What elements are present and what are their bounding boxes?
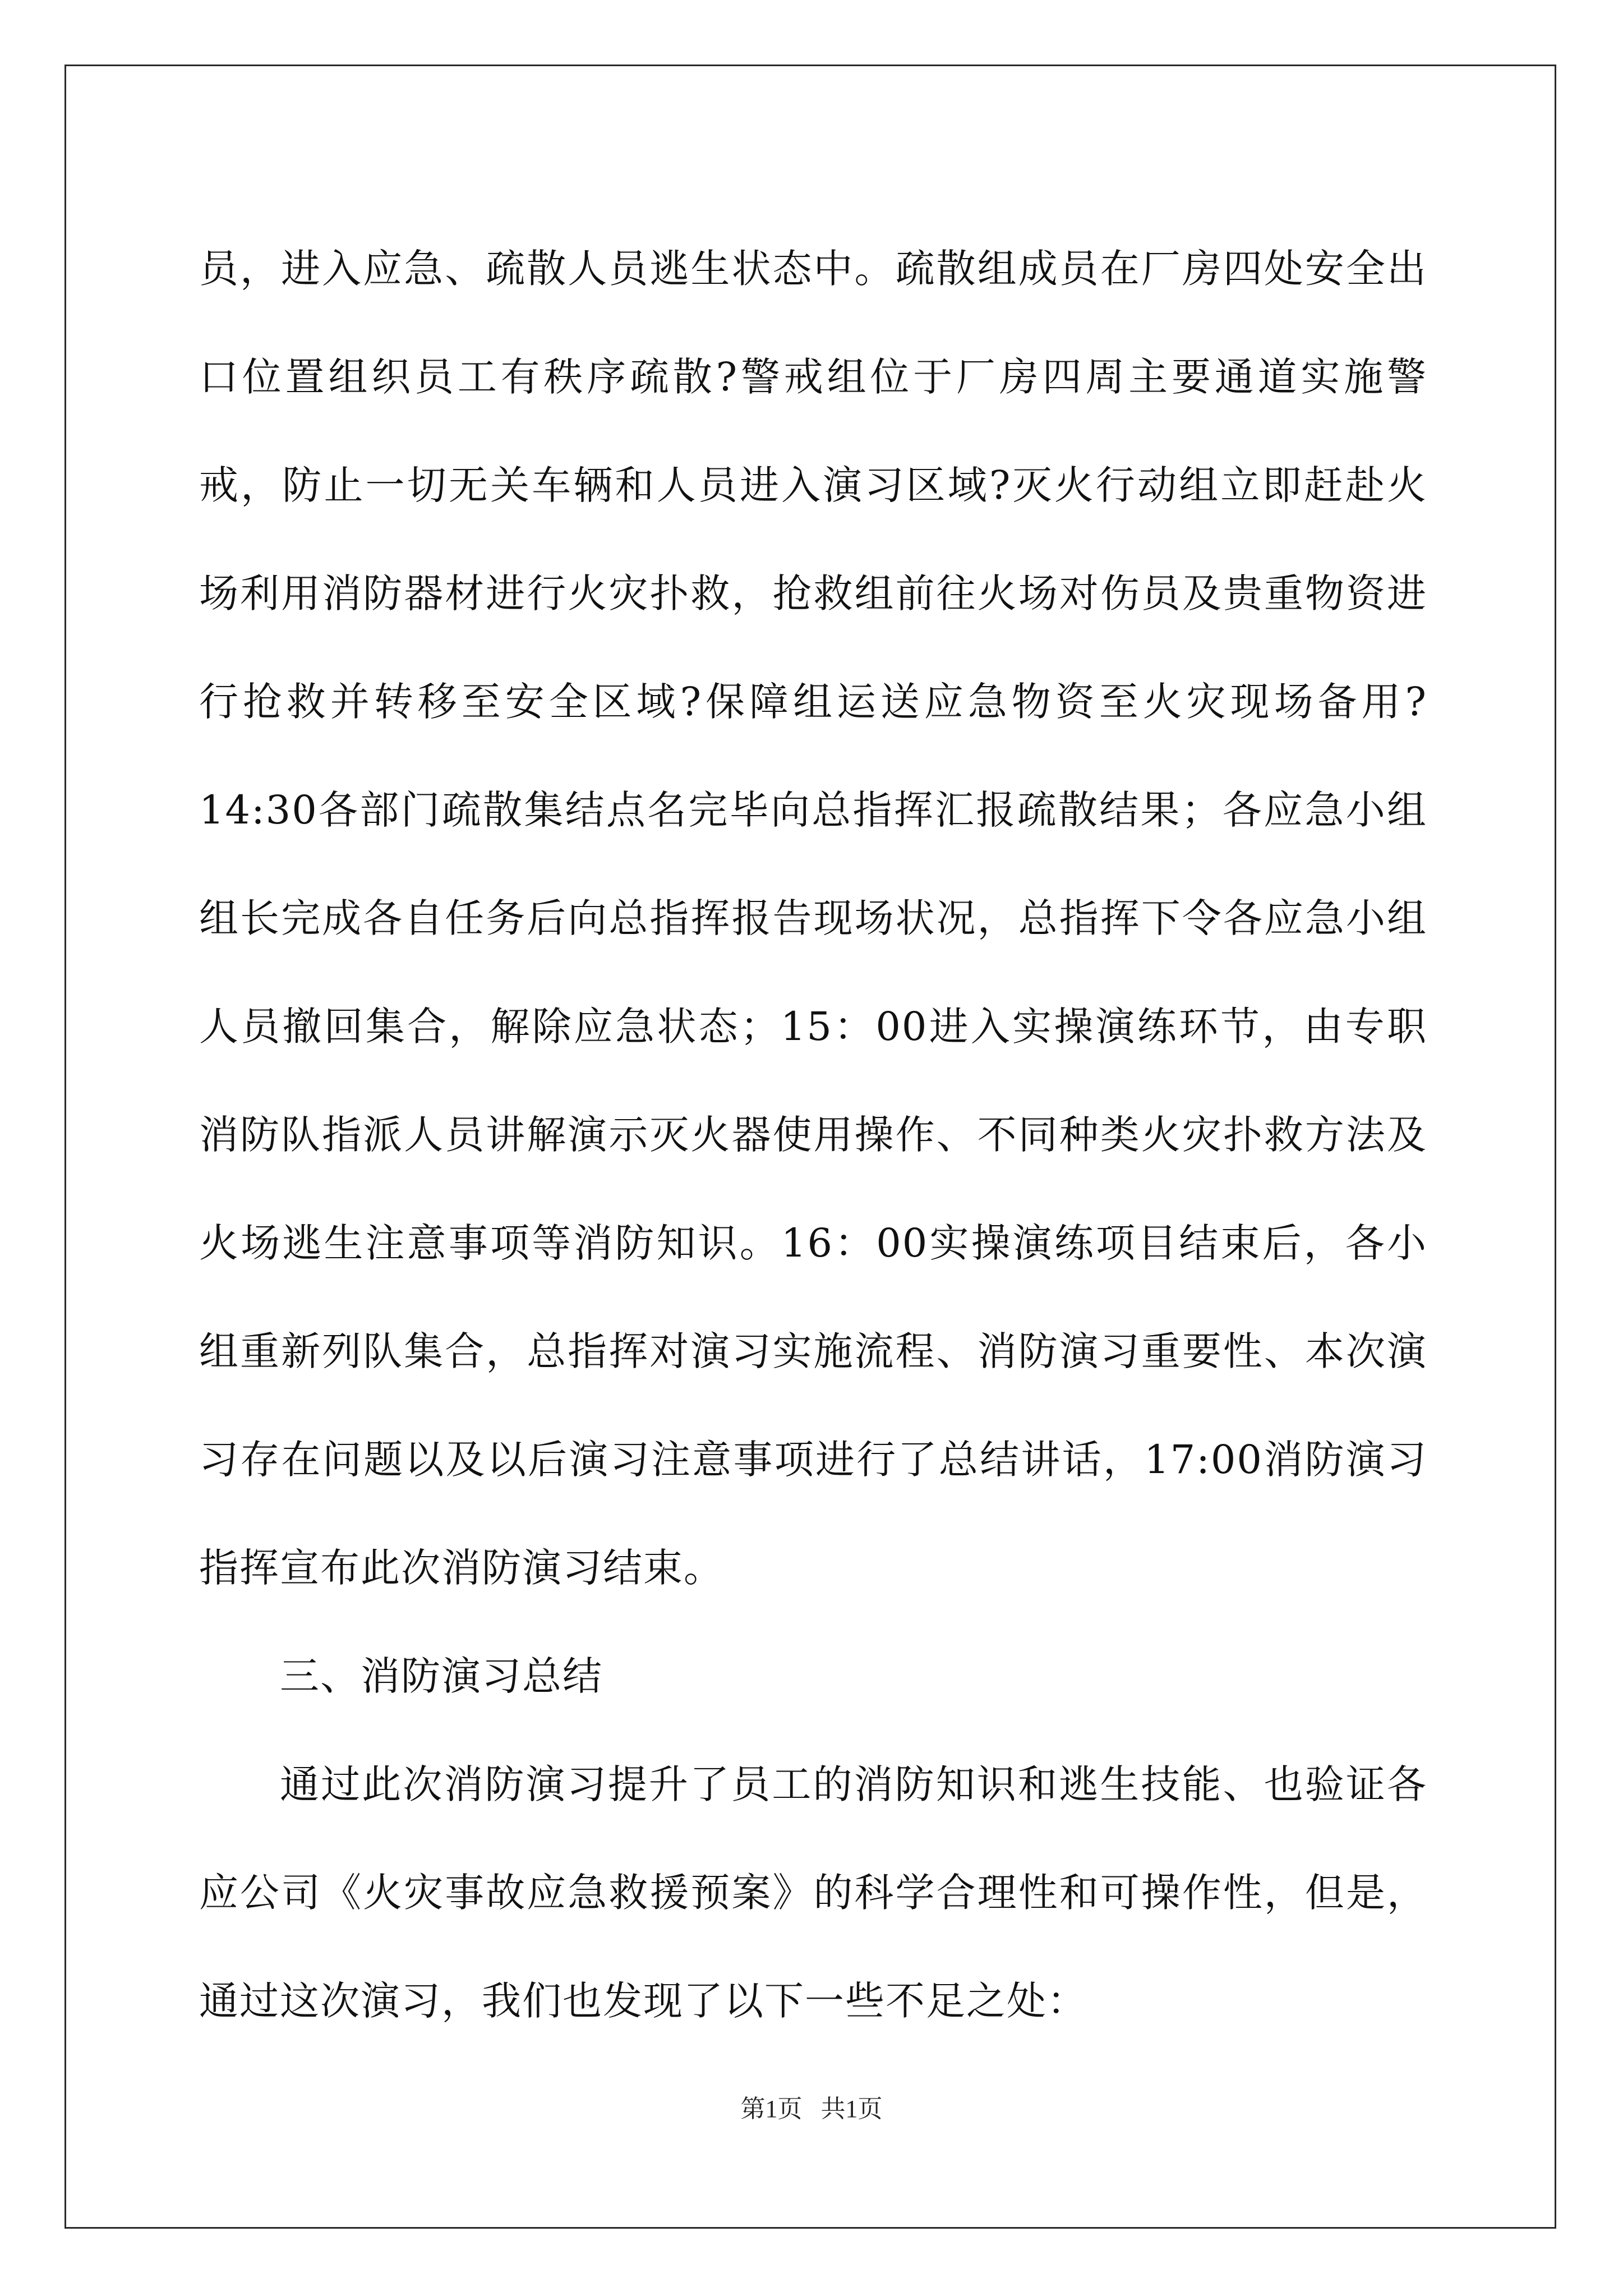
body-paragraph-2: 通过此次消防演习提升了员工的消防知识和逃生技能、也验证各应公司《火灾事故应急救援预案》的科学合理性和可操作性，但是，通过这次演习，我们也发现了以下一些不足之处： xyxy=(199,1761,1427,2024)
document-body xyxy=(199,215,1427,2055)
body-paragraph-1: 员，进入应急、疏散人员逃生状态中。疏散组成员在厂房四处安全出口位置组织员工有秩序疏散?警戒组位于厂房四周主要通道实施警戒，防止一切无关车辆和人员进入演习区域?灭火行动组立即赶赴火场利用消防器材进行火灾扑救，抢救组前往火场对伤员及贵重物资进行抢救并转移至安全区域?保障组运送应急物资至火灾现场备用?14:30各部门疏散集结点名完毕向总指挥汇报疏散结果；各应急小组组长完成各自任务后向总指挥报告现场状况，总指挥下令各应急小组人员撤回集合，解除应急状态；15：00进入实操演练环节，由专职消防队指派人员讲解演示灭火器使用操作、不同种类火灾扑救方法及火场逃生注意事项等消防知识。16：00实操演练项目结束后，各小组重新列队集合，总指挥对演习实施流程、消防演习重要性、本次演习存在问题以及以后演习注意事项进行了总结讲话，17:00消防演习指挥宣布此次消防演习结束。 xyxy=(199,246,1427,1591)
page-footer xyxy=(0,2092,1623,2126)
page-number: 第1页 xyxy=(740,2095,803,2123)
section-heading: 三、消防演习总结 xyxy=(280,1653,603,1699)
page-total: 共1页 xyxy=(820,2095,883,2123)
